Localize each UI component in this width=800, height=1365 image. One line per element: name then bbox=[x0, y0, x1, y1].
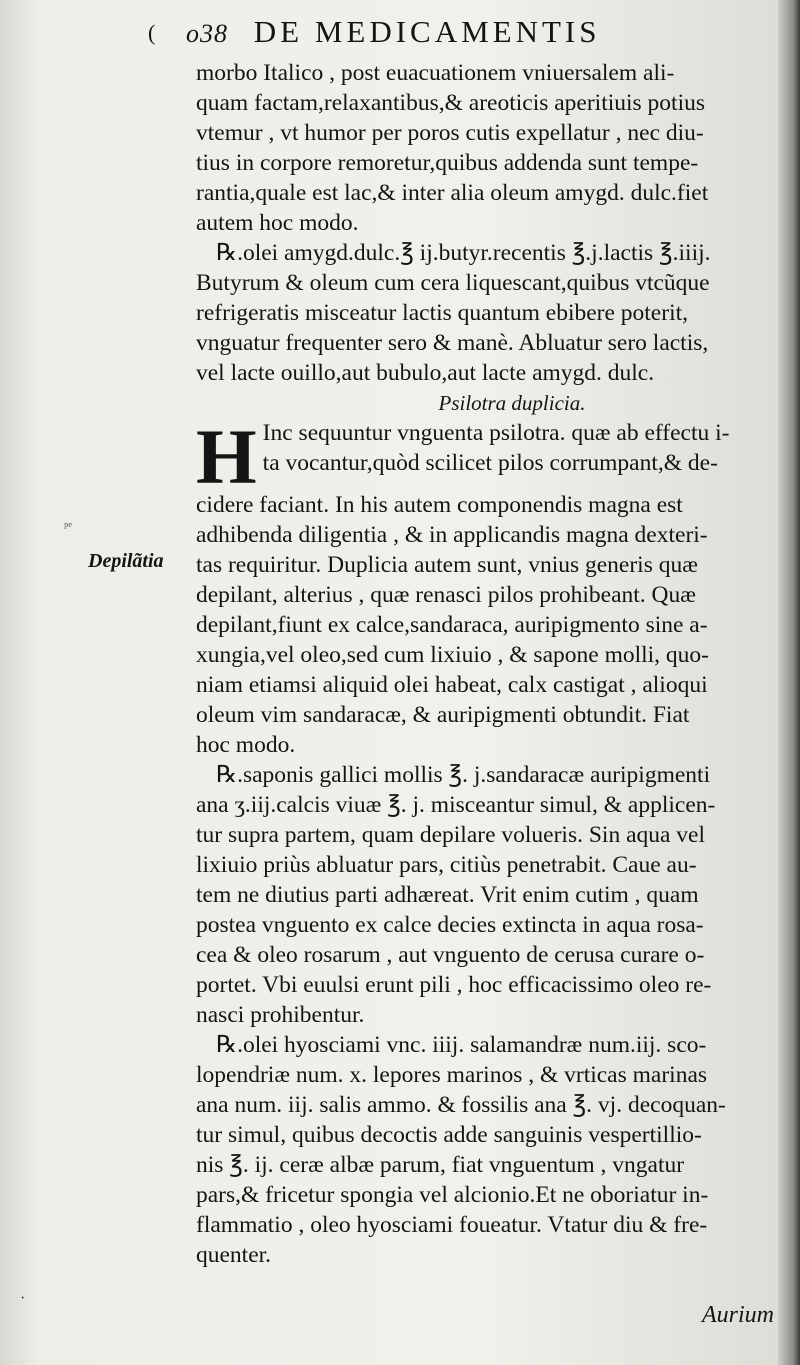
text-line: tur simul, quibus decoctis adde sanguinis vespertillio- bbox=[196, 1122, 702, 1148]
text-line: depilant, alterius , quæ renasci pilos prohibeant. Quæ bbox=[196, 582, 696, 608]
text-line: flammatio , oleo hyosciami foueatur. Vtatur diu & fre- bbox=[196, 1212, 708, 1238]
text-line: tius in corpore remoretur,quibus addenda sunt tempe- bbox=[196, 150, 699, 176]
text-line: xungia,vel oleo,sed cum lixiuio , & sapone molli, quo- bbox=[196, 642, 710, 668]
margin-mark: · bbox=[20, 1290, 26, 1307]
section-heading: Psilotra duplicia. bbox=[438, 391, 586, 415]
text-line: hoc modo. bbox=[196, 732, 296, 758]
text-line: lixiuio priùs abluatur pars, citiùs penetrabit. Caue au- bbox=[196, 852, 697, 878]
text-line: ana num. iij. salis ammo. & fossilis ana ℥. vj. decoquan- bbox=[196, 1092, 726, 1118]
page-number: o38 bbox=[186, 19, 228, 48]
text-line: vnguatur frequenter sero & manè. Abluatur sero lactis, bbox=[196, 330, 709, 356]
text-line: niam etiamsi aliquid olei habeat, calx castigat , alioqui bbox=[196, 672, 708, 698]
text-line: nasci prohibentur. bbox=[196, 1002, 365, 1028]
text-line: ℞.saponis gallici mollis ℥. j.sandaracæ auripigmenti bbox=[216, 762, 711, 788]
text-line: portet. Vbi euulsi erunt pili , hoc efficacissimo oleo re- bbox=[196, 972, 712, 998]
main-text bbox=[196, 58, 768, 1270]
text-line: tur supra partem, quam depilare volueris. Sin aqua vel bbox=[196, 822, 706, 848]
drop-cap: H bbox=[196, 413, 257, 500]
text-line: autem hoc modo. bbox=[196, 210, 359, 236]
paragraph-psilotra bbox=[196, 413, 768, 760]
text-line: Inc sequuntur vnguenta psilotra. quæ ab effectu i- bbox=[262, 420, 730, 446]
catchword: Aurium bbox=[702, 1302, 774, 1328]
header-bracket: ( bbox=[148, 20, 156, 45]
text-line: quenter. bbox=[196, 1242, 272, 1268]
text-line: vtemur , vt humor per poros cutis expellatur , nec diu- bbox=[196, 120, 704, 146]
recipe-3 bbox=[196, 1030, 768, 1270]
running-title: DE MEDICAMENTIS bbox=[253, 14, 601, 49]
text-line: depilant,fiunt ex calce,sandaraca, auripigmento sine a- bbox=[196, 612, 708, 638]
text-line: adhibenda diligentia , & in applicandis magna dexteri- bbox=[196, 522, 708, 548]
text-line: rantia,quale est lac,& inter alia oleum amygd. dulc.fiet bbox=[196, 180, 709, 206]
margin-note-depilantia: Depilãtia bbox=[88, 550, 164, 572]
text-line: refrigeratis misceatur lactis quantum ebibere poterit, bbox=[196, 300, 688, 326]
text-line: morbo Italico , post euacuationem vniuersalem ali- bbox=[196, 60, 675, 86]
running-head bbox=[148, 14, 748, 50]
text-line: pars,& fricetur spongia vel alcionio.Et ne oboriatur in- bbox=[196, 1182, 709, 1208]
text-line: ℞.olei hyosciami vnc. iiij. salamandræ num.iij. sco- bbox=[216, 1032, 707, 1058]
recipe-1 bbox=[196, 238, 768, 388]
text-line: tas requiritur. Duplicia autem sunt, vnius generis quæ bbox=[196, 552, 698, 578]
text-line: cea & oleo rosarum , aut vnguento de cerusa curare o- bbox=[196, 942, 705, 968]
text-line: ℞.olei amygd.dulc.℥ ij.butyr.recentis ℥.j.lactis ℥.iiij. bbox=[216, 240, 711, 266]
text-line: ta vocantur,quòd scilicet pilos corrumpant,& de- bbox=[262, 450, 718, 476]
page-gutter-shadow bbox=[778, 0, 800, 1365]
text-line: tem ne diutius parti adhæreat. Vrit enim cutim , quam bbox=[196, 882, 699, 908]
text-line: ana ʒ.iij.calcis viuæ ℥. j. misceantur simul, & applicen- bbox=[196, 792, 716, 818]
text-line: oleum vim sandaracæ, & auripigmenti obtundit. Fiat bbox=[196, 702, 690, 728]
text-line: postea vnguento ex calce decies extincta in aqua rosa- bbox=[196, 912, 704, 938]
text-line: nis ℥. ij. ceræ albæ parum, fiat vnguentum , vngatur bbox=[196, 1152, 685, 1178]
recipe-2 bbox=[196, 760, 768, 1030]
margin-mark: ᵖᵉ bbox=[64, 520, 72, 535]
text-line: Butyrum & oleum cum cera liquescant,quibus vtcũque bbox=[196, 270, 710, 296]
text-line: quam factam,relaxantibus,& areoticis aperitiuis potius bbox=[196, 90, 706, 116]
text-line: lopendriæ num. x. lepores marinos , & vrticas marinas bbox=[196, 1062, 708, 1088]
text-line: vel lacte ouillo,aut bubulo,aut lacte amygd. dulc. bbox=[196, 360, 655, 386]
text-line: cidere faciant. In his autem componendis magna est bbox=[196, 492, 683, 518]
paragraph-1 bbox=[196, 58, 768, 238]
